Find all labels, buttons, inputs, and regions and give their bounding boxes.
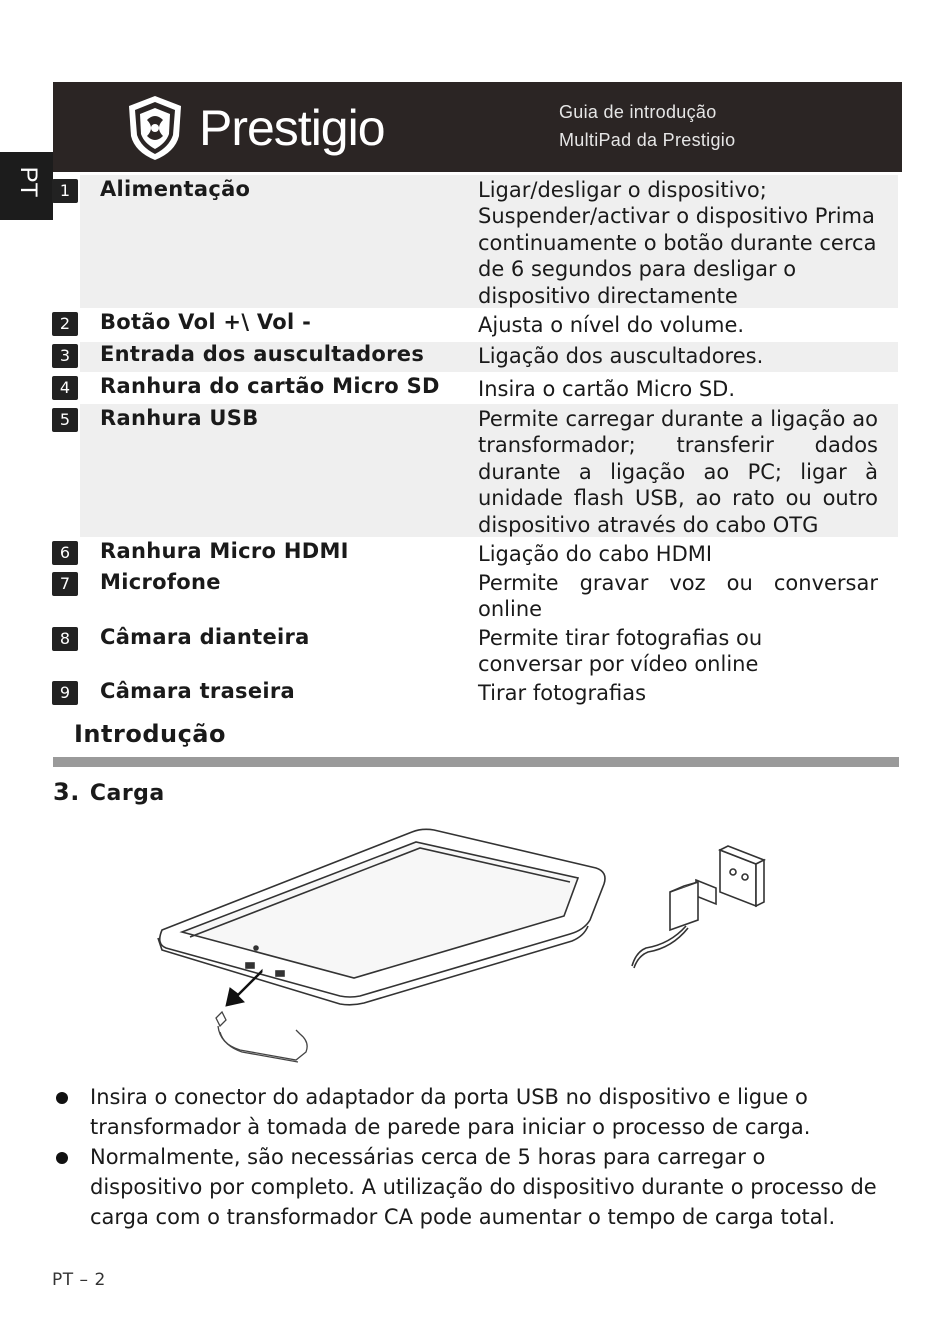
component-row <box>0 374 900 404</box>
component-row <box>0 175 900 308</box>
bullet-text: Insira o conector do adaptador da porta USB no dispositivo e ligue o transformador à tomada de parede para iniciar o processo de carga. <box>90 1085 811 1139</box>
page-header <box>53 82 902 172</box>
component-name: Microfone <box>100 570 221 594</box>
component-number-badge: 7 <box>52 572 78 596</box>
component-name: Câmara dianteira <box>100 625 310 649</box>
component-description: Permite carregar durante a ligação ao transformador; transferir dados durante a ligação ao PC; ligar à unidade flash USB, ao rato ou outro dispositivo através do cabo OTG <box>478 407 878 537</box>
prestigio-logo <box>119 92 385 164</box>
component-description: Permite tirar fotografias ou conversar por vídeo online <box>478 626 763 677</box>
component-description: Insira o cartão Micro SD. <box>478 377 736 401</box>
subsection-heading <box>53 778 165 806</box>
component-name: Alimentação <box>100 177 251 201</box>
component-number-badge: 9 <box>52 681 78 705</box>
brand-name: Prestigio <box>199 100 385 156</box>
component-name: Ranhura Micro HDMI <box>100 539 349 563</box>
header-subtitle-line2: MultiPad da Prestigio <box>559 130 736 150</box>
component-row <box>0 342 900 372</box>
bullet-icon <box>56 1152 68 1164</box>
component-description: Ligar/desligar o dispositivo; Suspender/activar o dispositivo Prima continuamente o botão durante cerca de 6 segundos para desligar o dispositivo directamente <box>478 178 877 308</box>
component-name: Ranhura USB <box>100 406 259 430</box>
component-description: Ajusta o nível do volume. <box>478 313 745 337</box>
language-code: PT <box>15 166 42 198</box>
section-title: Introdução <box>74 720 226 748</box>
component-number-badge: 1 <box>52 179 78 203</box>
component-name: Ranhura do cartão Micro SD <box>100 374 440 398</box>
page-number: PT – 2 <box>52 1270 106 1290</box>
component-number-badge: 3 <box>52 344 78 368</box>
bullet-icon <box>56 1092 68 1104</box>
instruction-list <box>52 1082 882 1232</box>
component-row <box>0 679 900 709</box>
component-number-badge: 2 <box>52 312 78 336</box>
component-number-badge: 4 <box>52 376 78 400</box>
component-name: Entrada dos auscultadores <box>100 342 425 366</box>
component-row <box>0 310 900 340</box>
component-description: Ligação do cabo HDMI <box>478 542 713 566</box>
component-number-badge: 8 <box>52 627 78 651</box>
section-divider <box>53 757 899 767</box>
component-description: Permite gravar voz ou conversar online <box>478 571 878 622</box>
component-row <box>0 570 900 626</box>
bullet-text: Normalmente, são necessárias cerca de 5 horas para carregar o dispositivo por completo. A utilização do dispositivo durante o processo de carga com o transformador CA pode aumentar o tempo de carga total. <box>90 1145 877 1229</box>
component-name: Botão Vol +\ Vol - <box>100 310 312 334</box>
component-row <box>0 624 900 678</box>
tablet-drawing <box>158 829 605 1004</box>
component-number-badge: 6 <box>52 541 78 565</box>
component-description: Ligação dos auscultadores. <box>478 344 764 368</box>
header-subtitle <box>559 98 735 154</box>
header-subtitle-line1: Guia de introdução <box>559 102 717 122</box>
component-row <box>0 404 900 537</box>
usb-cable-drawing <box>216 1012 307 1062</box>
list-item <box>52 1082 882 1142</box>
subsection-number: 3. <box>53 778 80 806</box>
component-description: Tirar fotografias <box>478 681 647 705</box>
subsection-title: Carga <box>89 781 165 806</box>
prestigio-crest-icon <box>119 92 191 164</box>
charging-illustration <box>150 820 790 1070</box>
list-item <box>52 1142 882 1232</box>
component-number-badge: 5 <box>52 408 78 432</box>
component-row <box>0 539 900 569</box>
power-adapter-drawing <box>632 846 764 968</box>
component-name: Câmara traseira <box>100 679 296 703</box>
